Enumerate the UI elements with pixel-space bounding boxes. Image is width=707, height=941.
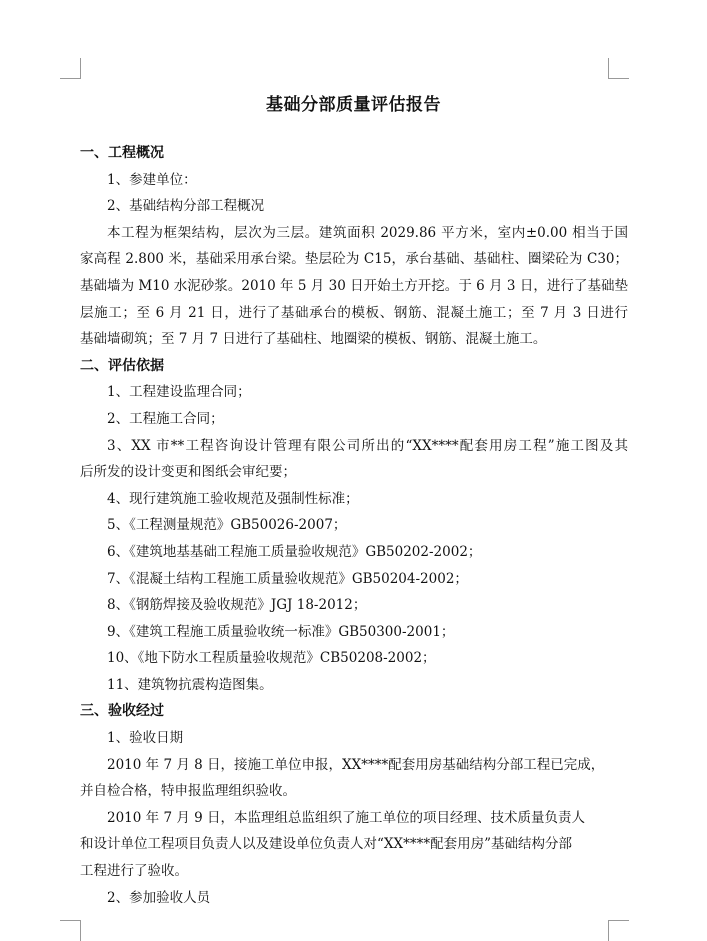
document-title: 基础分部质量评估报告 xyxy=(266,95,441,115)
paragraph-line: 和设计单位工程项目负责人以及建设单位负责人对“XX****配套用房”基础结构分部 xyxy=(80,836,573,853)
crop-mark-top-right xyxy=(608,58,629,79)
list-item: 1、验收日期 xyxy=(107,730,184,747)
list-item: 4、现行建筑施工验收规范及强制性标准； xyxy=(107,490,359,507)
list-item: 1、工程建设监理合同； xyxy=(107,384,251,401)
paragraph-line: 2010 年 7 月 9 日，本监理组总监组织了施工单位的项目经理、技术质量负责人 xyxy=(107,809,585,826)
crop-mark-bottom-right xyxy=(608,920,629,941)
section-heading-overview: 一、工程概况 xyxy=(80,145,164,161)
list-item: 9、《建筑工程施工质量验收统一标准》GB50300-2001； xyxy=(107,623,455,640)
list-item: 后所发的设计变更和图纸会审纪要； xyxy=(80,464,296,481)
list-item: 3、XX 市**工程咨询设计管理有限公司所出的“XX****配套用房工程”施工图及其 xyxy=(107,437,628,454)
paragraph-line: 并自检合格，特申报监理组织验收。 xyxy=(80,783,296,800)
paragraph-line: 基础墙砌筑；至 7 月 7 日进行了基础柱、地圈梁的模板、钢筋、混凝土施工。 xyxy=(80,331,547,348)
list-item: 11、建筑物抗震构造图集。 xyxy=(107,676,273,693)
list-item: 10、《地下防水工程质量验收规范》CB50208-2002； xyxy=(107,650,436,667)
list-item: 2、参加验收人员 xyxy=(107,889,211,906)
paragraph-line: 基础墙为 M10 水泥砂浆。2010 年 5 月 30 日开始土方开挖。于 6 月 3 日，进行了基础垫 xyxy=(80,277,628,294)
list-item: 1、参建单位： xyxy=(107,171,197,188)
list-item: 7、《混凝土结构工程施工质量验收规范》GB50204-2002； xyxy=(107,570,468,587)
section-heading-basis: 二、评估依据 xyxy=(80,357,164,374)
paragraph-line: 层施工；至 6 月 21 日，进行了基础承台的模板、钢筋、混凝土施工；至 7 月 3 日进行 xyxy=(80,304,628,321)
list-item: 6、《建筑地基基础工程施工质量验收规范》GB50202-2002； xyxy=(107,543,482,560)
list-item: 2、工程施工合同； xyxy=(107,410,224,427)
crop-mark-bottom-left xyxy=(60,920,81,941)
list-item: 5、《工程测量规范》GB50026-2007； xyxy=(107,517,347,534)
document-body xyxy=(80,140,628,911)
paragraph-line: 工程进行了验收。 xyxy=(80,863,188,880)
list-item: 2、基础结构分部工程概况 xyxy=(107,198,265,215)
section-heading-acceptance: 三、验收经过 xyxy=(80,703,164,720)
paragraph-line: 2010 年 7 月 8 日，接施工单位申报，XX****配套用房基础结构分部工程已完成， xyxy=(107,756,605,773)
paragraph-line: 家高程 2.800 米，基础采用承台梁。垫层砼为 C15，承台基础、基础柱、圈梁砼为 C30； xyxy=(80,251,628,268)
paragraph-line: 本工程为框架结构，层次为三层。建筑面积 2029.86 平方米，室内±0.00 相当于国 xyxy=(107,224,628,241)
crop-mark-top-left xyxy=(60,58,81,79)
list-item: 8、《钢筋焊接及验收规范》JGJ 18-2012； xyxy=(107,597,367,614)
